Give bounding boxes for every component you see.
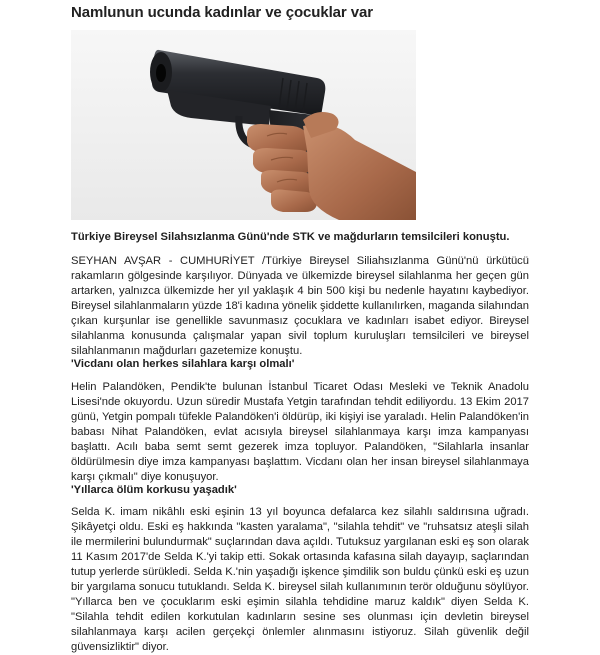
article-title: Namlunun ucunda kadınlar ve çocuklar var (71, 4, 373, 21)
article-paragraph-2: Helin Palandöken, Pendik'te bulunan İstanbul Ticaret Odası Mesleki ve Teknik Anadolu Lisesi'nde okuyordu. Uzun süredir Mustafa Yetgin tarafından tehdit ediliyordu. 13 Ekim 2017 günü, Yetgin pompalı tüfekle Palandöken'i öldürüp, iki kişiyi ise yaraladı. Helin Palandöken'in babası Nihat Palandöken, evlat acısıyla bireysel silahlanmaya karşı imza kampanyası başlattı. Acılı baba semt semt gezerek imza topluyor. Palandöken, "Silahlarla insanlar öldürülmesin diye imza kampanyası başlattım. Vicdanı olan her insan bireysel silahlanmaya karşı çıkmalı" diye konuşuyor. (71, 381, 529, 483)
article-subheading-2: 'Yıllarca ölüm korkusu yaşadık' (71, 484, 237, 496)
article-paragraph-1: SEYHAN AVŞAR - CUMHURİYET /Türkiye Bireysel Siliahsızlanma Günü'nü ürkütücü rakamların gölgesinde karşılıyor. Dünyada ve ülkemizde bireysel silahlanma her geçen gün artarken, yalnızca ülkemizde her yıl yaklaşık 4 bin 500 kişi bu nedenle hayatını kaybediyor. Bireysel silahlanmaların yüzde 18'i kadına yönelik şiddette kullanılırken, maganda silahından çıkan kurşunlar ise genellikle savunmasız çocuklara ve kadınları isabet ediyor. Bireysel silahlanma konusunda çalışmalar yapan sivil toplum kuruluşları temsilcileri ve bireysel silahlanmanın mağdurları gazetemize konuştu. (71, 255, 529, 357)
hand-holding-pistol-image (71, 30, 416, 220)
article-paragraph-3: Selda K. imam nikâhlı eski eşinin 13 yıl boyunca defalarca kez silahlı saldırısına uğradı. Şikâyetçi oldu. Eski eş hakkında "kasten yaralama", "silahla tehdit" ve "ruhsatsız ateşli silah ile mermilerini bulundurmak" suçlarından dava açıldı. Tutuksuz yargılanan eski eş son olarak 11 Kasım 2017'de Selda K.'yi takip etti. Sokak ortasında kafasına silah dayayıp, saçlarından tutup yerlerde sürükledi. Selda K.'nin yaşadığı işkence şimdilik son buldu çünkü eski eş uzun bir yargılama sonucu tutuklandı. Selda K. bireysel silah kullanımının terör olduğunu söylüyor. "Yıllarca ben ve çocuklarım eski eşimin silahla tehdidine maruz kaldık" diyen Selda K. "Silahla tehdit edilen korkutulan kadınların sesine ses olunması için devletin bireysel silahlanmaya karşı acilen gerçekçi önlemler alınmasını istiyoruz. Silah güvenlik değil güvensizliktir" diyor. (71, 506, 529, 653)
article-subheading-1: 'Vicdanı olan herkes silahlara karşı olmalı' (71, 358, 295, 370)
article-lead: Türkiye Bireysel Silahsızlanma Günü'nde STK ve mağdurların temsilcileri konuştu. (71, 231, 510, 243)
article-photo (71, 30, 416, 220)
